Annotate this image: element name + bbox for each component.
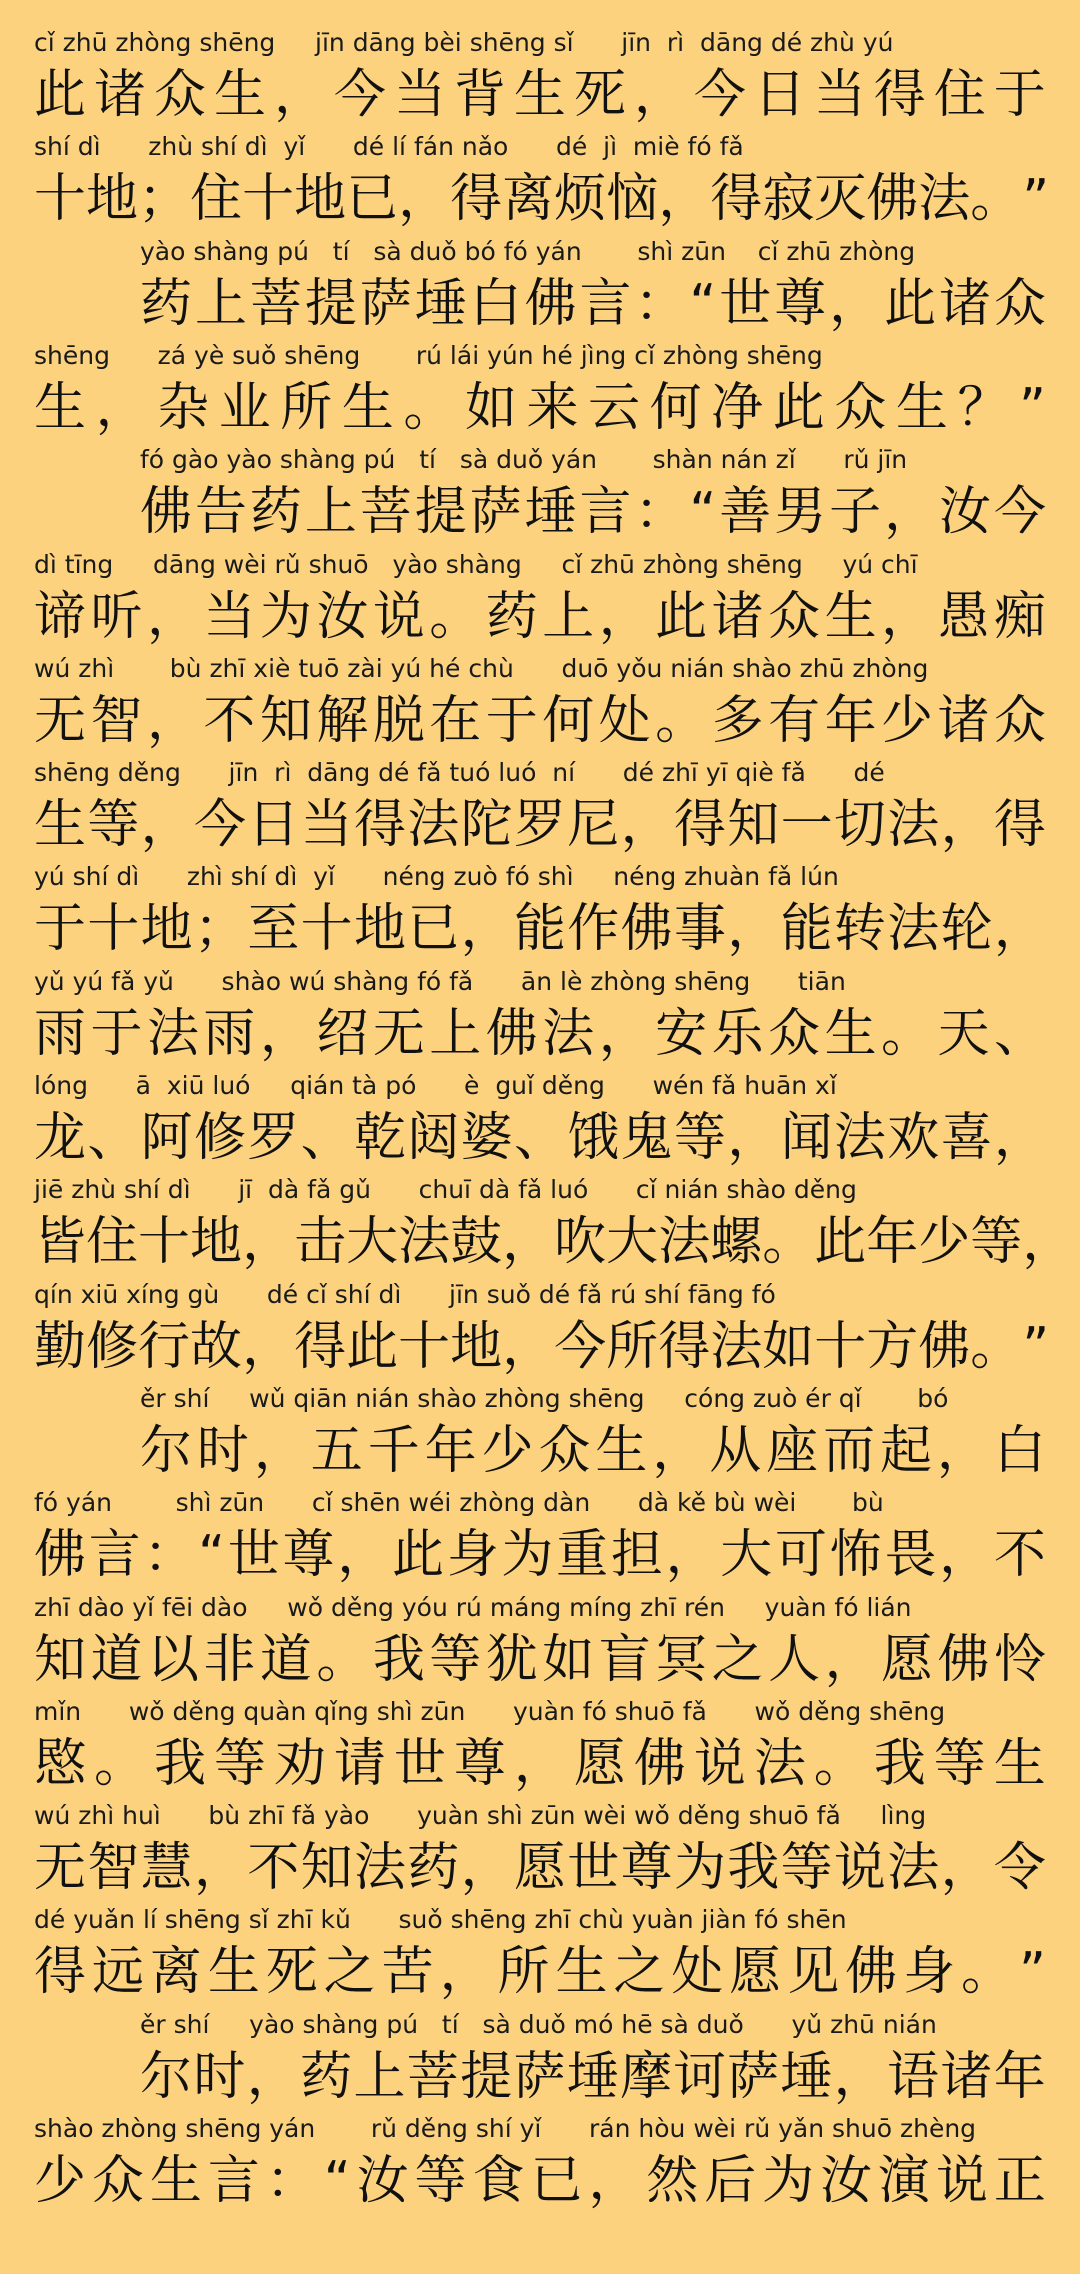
chinese-text: 知 道 以 非 道 。 我 等 犹 如 盲 冥 之 人 ， 愿 佛 怜 xyxy=(34,1629,1046,1690)
pinyin-annotation: yǔ yú fǎ yǔ shào wú shàng fó fǎ ān lè zhòng shēng tiān xyxy=(34,966,846,996)
chinese-text: 此 诸 众 生 ， 今 当 背 生 死 ， 今 日 当 得 住 于 xyxy=(34,65,1046,125)
text-line xyxy=(34,26,1046,130)
chinese-text: 皆 住 十 地 ， 击 大 法 鼓 ， 吹 大 法 螺 。 此 年 少 等 ， xyxy=(34,1212,1075,1273)
chinese-text: 生 等 ， 今 日 当 得 法 陀 罗 尼 ， 得 知 一 切 法 ， 得 xyxy=(34,795,1046,856)
chinese-text: 佛 言 ： “ 世 尊 ， 此 身 为 重 担 ， 大 可 怖 畏 ， 不 xyxy=(34,1525,1046,1586)
pinyin-annotation: yào shàng pú tí sà duǒ bó fó yán shì zūn cǐ zhū zhòng xyxy=(140,236,916,266)
text-line xyxy=(34,548,1046,652)
chinese-text: 无 智 ， 不 知 解 脱 在 于 何 处 。 多 有 年 少 诸 众 xyxy=(34,690,1046,751)
text-line xyxy=(34,756,1046,860)
text-line xyxy=(140,2008,1046,2112)
chinese-text: 得 远 离 生 死 之 苦 ， 所 生 之 处 愿 见 佛 身 。 ” xyxy=(34,1942,1046,2003)
text-line xyxy=(140,235,1046,339)
pinyin-annotation: zhī dào yǐ fēi dào wǒ děng yóu rú máng míng zhī rén yuàn fó lián xyxy=(34,1592,912,1622)
chinese-text: 龙 、 阿 修 罗 、 乾 闼 婆 、 饿 鬼 等 ， 闻 法 欢 喜 ， xyxy=(34,1108,1046,1168)
pinyin-annotation: shēng zá yè suǒ shēng rú lái yún hé jìng cǐ zhòng shēng xyxy=(34,340,823,370)
chinese-text: 雨 于 法 雨 ， 绍 无 上 佛 法 ， 安 乐 众 生 。 天 、 xyxy=(34,1003,1046,1064)
pinyin-annotation: yú shí dì zhì shí dì yǐ néng zuò fó shì néng zhuàn fǎ lún xyxy=(34,862,839,892)
pinyin-annotation: fó gào yào shàng pú tí sà duǒ yán shàn nán zǐ rǔ jīn xyxy=(140,445,908,475)
text-line xyxy=(34,1695,1046,1799)
pinyin-annotation: dì tīng dāng wèi rǔ shuō yào shàng cǐ zhū zhòng shēng yú chī xyxy=(34,549,918,579)
pinyin-annotation: fó yán shì zūn cǐ shēn wéi zhòng dàn dà kě bù wèi bù xyxy=(34,1488,884,1518)
text-line xyxy=(34,1278,1050,1382)
chinese-text: 药 上 菩 提 萨 埵 白 佛 言 ： “ 世 尊 ， 此 诸 众 xyxy=(140,273,1046,334)
chinese-text: 愍 。 我 等 劝 请 世 尊 ， 愿 佛 说 法 。 我 等 生 xyxy=(34,1733,1046,1794)
text-line xyxy=(34,652,1046,756)
pinyin-annotation: cǐ zhū zhòng shēng jīn dāng bèi shēng sǐ jīn rì dāng dé zhù yú xyxy=(34,28,894,57)
text-line xyxy=(140,443,1046,547)
text-line xyxy=(34,130,1050,234)
pinyin-annotation: wú zhì huì bù zhī fǎ yào yuàn shì zūn wèi wǒ děng shuō fǎ lìng xyxy=(34,1801,927,1831)
text-line xyxy=(34,965,1046,1069)
text-line xyxy=(34,2112,1046,2216)
text-line xyxy=(34,1173,1075,1277)
pinyin-annotation: lóng ā xiū luó qián tà pó è guǐ děng wén fǎ huān xǐ xyxy=(34,1071,837,1100)
text-line xyxy=(34,1591,1046,1695)
chinese-text: 少 众 生 言 ： “ 汝 等 食 已 ， 然 后 为 汝 演 说 正 xyxy=(34,2151,1046,2211)
pinyin-annotation: shí dì zhù shí dì yǐ dé lí fán nǎo dé jì miè fó fǎ xyxy=(34,132,744,162)
text-line xyxy=(34,339,1046,443)
text-line xyxy=(140,1382,1046,1486)
chinese-text: 于 十 地 ； 至 十 地 已 ， 能 作 佛 事 ， 能 转 法 轮 ， xyxy=(34,899,1046,960)
chinese-text: 佛 告 药 上 菩 提 萨 埵 言 ： “ 善 男 子 ， 汝 今 xyxy=(140,482,1046,543)
text-line xyxy=(34,1903,1046,2007)
text-line xyxy=(34,1799,1046,1903)
pinyin-annotation: dé yuǎn lí shēng sǐ zhī kǔ suǒ shēng zhī chù yuàn jiàn fó shēn xyxy=(34,1905,847,1935)
chinese-text: 十 地 ； 住 十 地 已 ， 得 离 烦 恼 ， 得 寂 灭 佛 法 。 ” xyxy=(34,169,1050,230)
chinese-text: 尔 时 ， 五 千 年 少 众 生 ， 从 座 而 起 ， 白 xyxy=(140,1420,1046,1481)
text-line xyxy=(34,1069,1046,1173)
text-line xyxy=(34,860,1046,964)
text-line xyxy=(34,1486,1046,1590)
chinese-text: 无 智 慧 ， 不 知 法 药 ， 愿 世 尊 为 我 等 说 法 ， 令 xyxy=(34,1838,1046,1899)
pinyin-annotation: mǐn wǒ děng quàn qǐng shì zūn yuàn fó shuō fǎ wǒ děng shēng xyxy=(34,1696,946,1726)
pinyin-annotation: jiē zhù shí dì jī dà fǎ gǔ chuī dà fǎ luó cǐ nián shào děng xyxy=(34,1175,857,1205)
chinese-text: 谛 听 ， 当 为 汝 说 。 药 上 ， 此 诸 众 生 ， 愚 痴 xyxy=(34,586,1046,647)
chinese-text: 尔 时 ， 药 上 菩 提 萨 埵 摩 诃 萨 埵 ， 语 诸 年 xyxy=(140,2046,1046,2107)
chinese-text: 勤 修 行 故 ， 得 此 十 地 ， 今 所 得 法 如 十 方 佛 。 ” xyxy=(34,1316,1050,1377)
pinyin-annotation: qín xiū xíng gù dé cǐ shí dì jīn suǒ dé fǎ rú shí fāng fó xyxy=(34,1279,776,1309)
pinyin-annotation: shēng děng jīn rì dāng dé fǎ tuó luó ní dé zhī yī qiè fǎ dé xyxy=(34,758,885,788)
pinyin-annotation: ěr shí wǔ qiān nián shào zhòng shēng cóng zuò ér qǐ bó xyxy=(140,1383,949,1413)
chinese-text: 生 ， 杂 业 所 生 。 如 来 云 何 净 此 众 生 ？ ” xyxy=(34,377,1046,438)
pinyin-annotation: wú zhì bù zhī xiè tuō zài yú hé chù duō yǒu nián shào zhū zhòng xyxy=(34,653,929,683)
pinyin-annotation: shào zhòng shēng yán rǔ děng shí yǐ rán hòu wèi rǔ yǎn shuō zhèng xyxy=(34,2114,977,2143)
pinyin-annotation: ěr shí yào shàng pú tí sà duǒ mó hē sà duǒ yǔ zhū nián xyxy=(140,2009,937,2039)
